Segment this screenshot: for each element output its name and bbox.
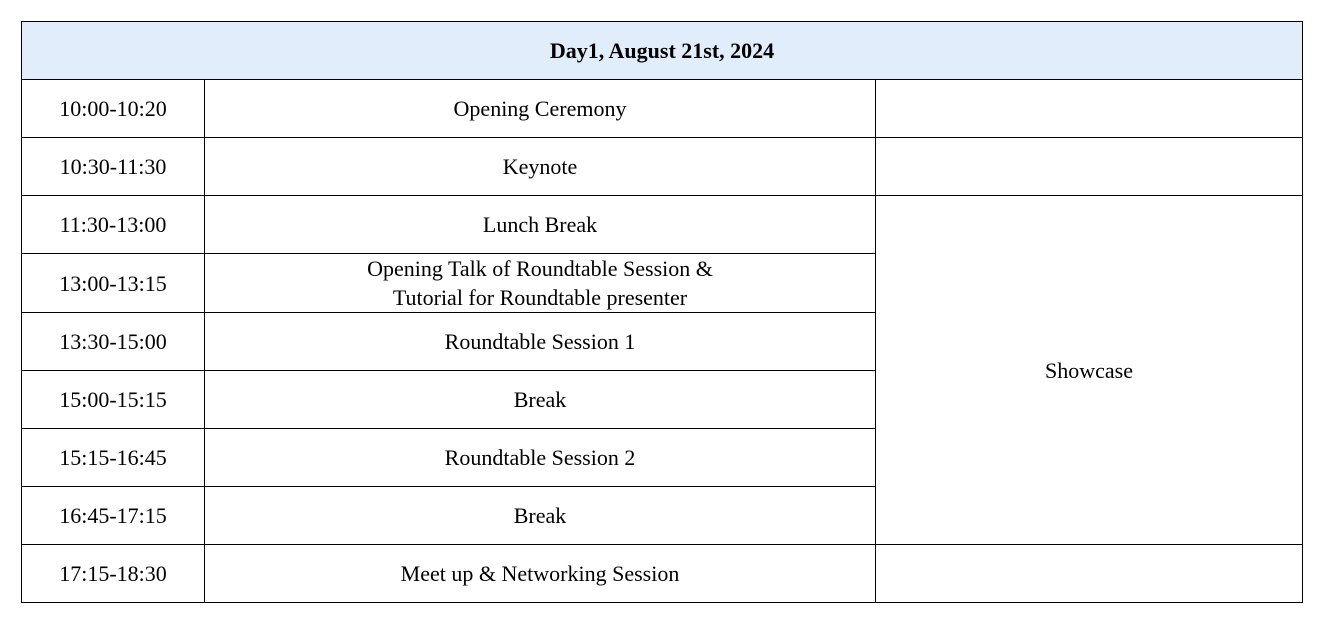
table-row bbox=[22, 545, 1303, 603]
event-cell: Lunch Break bbox=[205, 196, 876, 254]
time-cell: 11:30-13:00 bbox=[22, 196, 205, 254]
time-cell: 15:15-16:45 bbox=[22, 429, 205, 487]
event-cell: Keynote bbox=[205, 138, 876, 196]
showcase-cell: Showcase bbox=[876, 196, 1303, 545]
day-title: Day1, August 21st, 2024 bbox=[22, 22, 1303, 80]
time-cell: 13:00-13:15 bbox=[22, 254, 205, 313]
event-cell: Break bbox=[205, 371, 876, 429]
table-row bbox=[22, 138, 1303, 196]
table-row bbox=[22, 196, 1303, 254]
event-line: Tutorial for Roundtable presenter bbox=[392, 285, 688, 310]
event-cell: Meet up & Networking Session bbox=[205, 545, 876, 603]
time-cell: 16:45-17:15 bbox=[22, 487, 205, 545]
empty-cell bbox=[876, 138, 1303, 196]
time-cell: 13:30-15:00 bbox=[22, 313, 205, 371]
time-cell: 10:00-10:20 bbox=[22, 80, 205, 138]
event-cell: Roundtable Session 2 bbox=[205, 429, 876, 487]
schedule-table bbox=[21, 21, 1303, 603]
event-cell: Break bbox=[205, 487, 876, 545]
time-cell: 15:00-15:15 bbox=[22, 371, 205, 429]
event-cell: Opening Ceremony bbox=[205, 80, 876, 138]
time-cell: 10:30-11:30 bbox=[22, 138, 205, 196]
time-cell: 17:15-18:30 bbox=[22, 545, 205, 603]
table-row bbox=[22, 80, 1303, 138]
event-line: Opening Talk of Roundtable Session & bbox=[367, 256, 713, 281]
event-cell: Roundtable Session 1 bbox=[205, 313, 876, 371]
empty-cell bbox=[876, 545, 1303, 603]
event-cell bbox=[205, 254, 876, 313]
header-row bbox=[22, 22, 1303, 80]
empty-cell bbox=[876, 80, 1303, 138]
